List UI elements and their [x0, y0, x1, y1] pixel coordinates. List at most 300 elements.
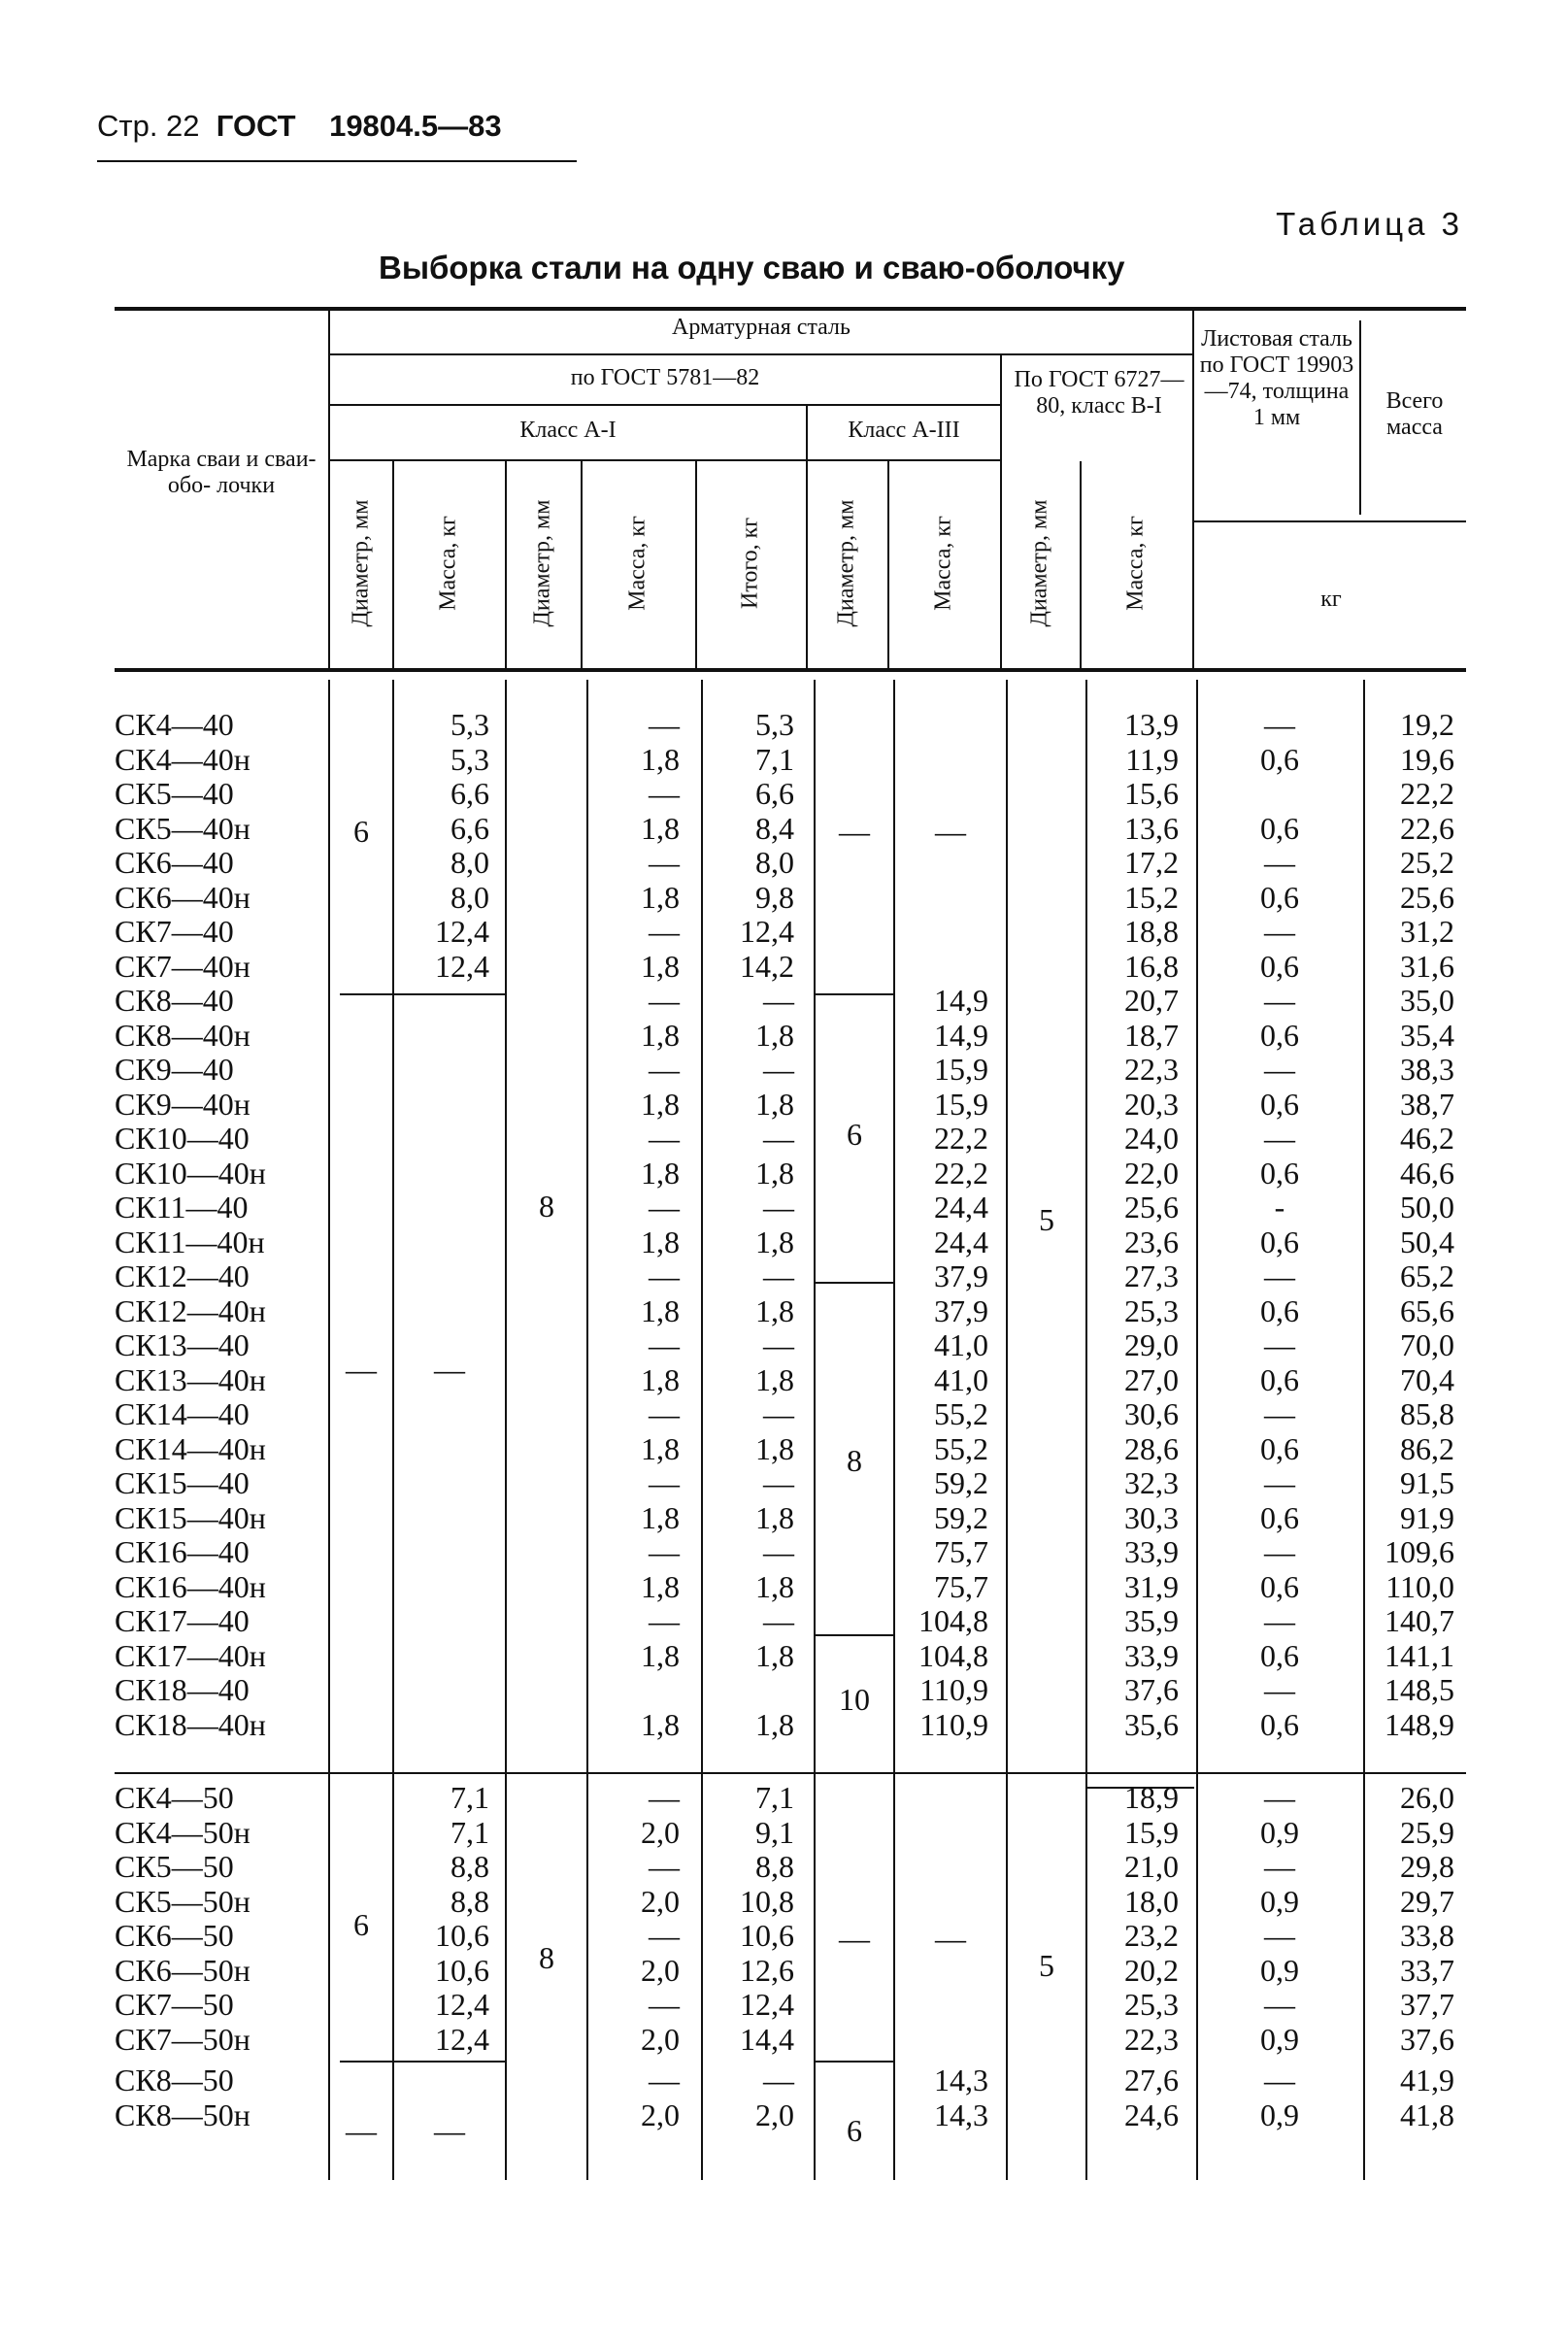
cell-mark: СК6—40 [115, 845, 234, 880]
cell-itogo: 5,3 [755, 707, 794, 742]
cell-itogo: — [763, 1258, 794, 1293]
cell-mark: СК17—40 [115, 1603, 250, 1638]
cell-total-mass: 19,6 [1400, 741, 1454, 777]
cell-a1-mass-2: 1,8 [641, 1499, 680, 1535]
cell-total-mass: 148,5 [1385, 1672, 1454, 1707]
cell-itogo: 1,8 [755, 1361, 794, 1397]
cell-a1-mass-1 [396, 1052, 489, 1087]
cell-b1-mass: 28,6 [1124, 1430, 1179, 1466]
cell-b1-mass: 15,9 [1124, 1814, 1179, 1850]
cell-a1-mass-1 [396, 1224, 489, 1259]
cell-b1-mass: 31,9 [1124, 1568, 1179, 1604]
b1-diameter-group: 5 [1039, 1202, 1054, 1237]
cell-sheet-steel: - [1274, 1190, 1285, 1224]
cell-a1-mass-2: — [649, 1121, 680, 1156]
a3-diameter-group: 8 [847, 1443, 862, 1478]
cell-a1-mass-2: 1,8 [641, 1568, 680, 1604]
header-vrule [806, 406, 808, 668]
cell-sheet-steel: — [1264, 845, 1295, 880]
cell-a1-mass-2: — [649, 1534, 680, 1569]
cell-a1-mass-1 [396, 1156, 489, 1191]
cell-sheet-steel: — [1264, 1465, 1295, 1500]
subheader-a1-mass-1: Масса, кг [435, 516, 461, 611]
cell-total-mass: 65,2 [1400, 1258, 1454, 1293]
cell-total-mass: 33,8 [1400, 1918, 1454, 1953]
cell-mark: СК18—40 [115, 1672, 250, 1707]
cell-itogo: 7,1 [755, 1780, 794, 1815]
cell-sheet-steel [1198, 776, 1361, 811]
cell-b1-mass: 30,6 [1124, 1396, 1179, 1431]
cell-a1-mass-2: — [649, 1780, 680, 1815]
section-rule [115, 1772, 1466, 1774]
cell-sheet-steel: — [1264, 1396, 1295, 1431]
cell-a1-mass-1 [396, 1431, 489, 1466]
cell-sheet-steel: — [1264, 2063, 1295, 2097]
cell-a1-mass-2: 1,8 [641, 948, 680, 984]
cell-a1-mass-2: — [649, 1190, 680, 1224]
cell-a1-mass-1: 10,6 [435, 1952, 489, 1988]
cell-a1-mass-1: 5,3 [450, 707, 489, 742]
cell-a3-mass [895, 914, 988, 949]
cell-mark: СК16—40 [115, 1534, 250, 1569]
cell-a3-mass [895, 707, 988, 742]
cell-a3-mass: 22,2 [934, 1121, 988, 1156]
cell-itogo: 1,8 [755, 1155, 794, 1191]
cell-a3-mass [895, 880, 988, 915]
cell-b1-mass: 15,6 [1124, 776, 1179, 811]
cell-itogo: — [763, 1465, 794, 1500]
cell-mark: СК7—40 [115, 914, 234, 949]
cell-b1-mass: 25,3 [1124, 1292, 1179, 1328]
b1-diameter-group: 5 [1039, 1948, 1054, 1983]
cell-a1-mass-2: 2,0 [641, 1814, 680, 1850]
header-bottom-rule [115, 668, 1466, 672]
cell-total-mass: 86,2 [1400, 1430, 1454, 1466]
cell-mark: СК15—40н [115, 1499, 266, 1535]
cell-a1-mass-1 [396, 2063, 489, 2097]
cell-a3-mass: 41,0 [934, 1361, 988, 1397]
cell-mark: СК18—40н [115, 1706, 266, 1742]
header-hrule [330, 459, 1000, 461]
cell-a1-mass-2: 1,8 [641, 1430, 680, 1466]
cell-total-mass: 31,6 [1400, 948, 1454, 984]
a1-mass-group: — [434, 2113, 465, 2148]
cell-b1-mass: 24,0 [1124, 1121, 1179, 1156]
cell-b1-mass: 21,0 [1124, 1849, 1179, 1884]
cell-a1-mass-1 [396, 1500, 489, 1535]
cell-mark: СК6—50 [115, 1918, 234, 1953]
cell-b1-mass: 37,6 [1124, 1672, 1179, 1707]
a1-diameter-group: — [346, 2113, 377, 2148]
cell-itogo: — [763, 983, 794, 1018]
cell-a3-mass: 41,0 [934, 1327, 988, 1362]
cell-b1-mass: 18,8 [1124, 914, 1179, 949]
cell-itogo: 10,6 [740, 1918, 794, 1953]
cell-b1-mass: 18,0 [1124, 1883, 1179, 1919]
cell-a3-mass: 24,4 [934, 1224, 988, 1259]
a3-mass-group: — [935, 814, 966, 849]
body-vrule [814, 680, 816, 2180]
cell-a3-mass [895, 1884, 988, 1919]
cell-a3-mass [895, 776, 988, 811]
cell-a3-mass: 14,3 [934, 2063, 988, 2097]
cell-a3-mass: 15,9 [934, 1052, 988, 1087]
cell-mark: СК11—40н [115, 1224, 265, 1259]
cell-mark: СК15—40 [115, 1465, 250, 1500]
cell-a1-mass-1 [396, 1603, 489, 1638]
subheader-a3-diameter: Диаметр, мм [833, 499, 859, 627]
cell-itogo: 1,8 [755, 1499, 794, 1535]
cell-a3-mass: 37,9 [934, 1292, 988, 1328]
cell-total-mass: 25,6 [1400, 879, 1454, 915]
cell-mark: СК4—50 [115, 1780, 234, 1815]
cell-sheet-steel: 0,6 [1260, 1499, 1299, 1535]
cell-a1-mass-1 [396, 1190, 489, 1224]
cell-a1-mass-2: — [649, 1849, 680, 1884]
cell-a1-mass-1 [396, 983, 489, 1018]
cell-mark: СК6—50н [115, 1952, 250, 1988]
cell-a1-mass-2 [588, 1672, 680, 1707]
subheader-b1-diameter: Диаметр, мм [1026, 499, 1052, 627]
cell-a1-mass-1 [396, 1396, 489, 1431]
cell-mark: СК4—50н [115, 1814, 250, 1850]
cell-sheet-steel: 0,6 [1260, 1637, 1299, 1673]
cell-a1-mass-2: 1,8 [641, 1224, 680, 1259]
cell-b1-mass: 27,6 [1124, 2063, 1179, 2097]
cell-total-mass: 35,0 [1400, 983, 1454, 1018]
cell-itogo: — [763, 2063, 794, 2097]
cell-a1-mass-2: 2,0 [641, 2021, 680, 2057]
cell-a1-mass-1 [396, 1293, 489, 1328]
cell-b1-mass: 23,2 [1124, 1918, 1179, 1953]
cell-total-mass: 141,1 [1385, 1637, 1454, 1673]
cell-itogo: 8,8 [755, 1849, 794, 1884]
cell-sheet-steel: 0,6 [1260, 1086, 1299, 1122]
a1-diameter-group: 6 [353, 814, 369, 849]
subheader-a1-diameter-1: Диаметр, мм [348, 499, 374, 627]
cell-itogo: 1,8 [755, 1224, 794, 1259]
standard-number: 19804.5—83 [329, 109, 502, 143]
a3-diameter-group: 10 [839, 1682, 870, 1717]
cell-b1-mass: 27,0 [1124, 1361, 1179, 1397]
cell-a3-mass: 104,8 [918, 1603, 988, 1638]
cell-total-mass: 46,6 [1400, 1155, 1454, 1191]
header-vrule [328, 309, 330, 668]
cell-itogo: 14,4 [740, 2021, 794, 2057]
cell-sheet-steel: 0,6 [1260, 741, 1299, 777]
cell-b1-mass: 33,9 [1124, 1637, 1179, 1673]
cell-sheet-steel: 0,6 [1260, 810, 1299, 846]
cell-mark: СК7—40н [115, 948, 250, 984]
cell-sheet-steel: 0,6 [1260, 879, 1299, 915]
cell-mark: СК10—40 [115, 1121, 250, 1156]
cell-total-mass: 50,4 [1400, 1224, 1454, 1259]
cell-a1-mass-2: 2,0 [641, 1952, 680, 1988]
cell-a1-mass-2: — [649, 1603, 680, 1638]
cell-sheet-steel: 0,6 [1260, 1361, 1299, 1397]
cell-mark: СК7—50н [115, 2021, 250, 2057]
a3-diameter-group: 6 [847, 2113, 862, 2148]
cell-b1-mass: 11,9 [1125, 741, 1179, 777]
cell-itogo: 1,8 [755, 1292, 794, 1328]
cell-total-mass: 37,6 [1400, 2021, 1454, 2057]
cell-a3-mass: 15,9 [934, 1086, 988, 1122]
header-vrule [695, 461, 697, 668]
cell-itogo: 7,1 [755, 741, 794, 777]
table-caption: Выборка стали на одну сваю и сваю-оболочку [379, 250, 1125, 285]
cell-itogo: — [763, 1190, 794, 1224]
cell-mark: СК8—40н [115, 1017, 250, 1053]
body-vrule [328, 680, 330, 2180]
cell-itogo: 8,4 [755, 810, 794, 846]
cell-b1-mass: 35,6 [1124, 1706, 1179, 1742]
cell-b1-mass: 17,2 [1124, 845, 1179, 880]
cell-total-mass: 91,5 [1400, 1465, 1454, 1500]
cell-b1-mass: 22,0 [1124, 1155, 1179, 1191]
cell-a1-mass-2: — [649, 1052, 680, 1087]
cell-total-mass: 26,0 [1400, 1780, 1454, 1815]
cell-sheet-steel: 0,9 [1260, 1883, 1299, 1919]
cell-b1-mass: 13,6 [1124, 810, 1179, 846]
cell-sheet-steel: 0,6 [1260, 1568, 1299, 1604]
body-vrule [505, 680, 507, 2180]
cell-b1-mass: 33,9 [1124, 1534, 1179, 1569]
cell-sheet-steel: — [1264, 1672, 1295, 1707]
cell-a3-mass: 55,2 [934, 1396, 988, 1431]
cell-total-mass: 41,8 [1400, 2097, 1454, 2132]
cell-a1-mass-1: 10,6 [435, 1918, 489, 1953]
cell-a3-mass: 110,9 [919, 1672, 988, 1707]
cell-a1-mass-2: — [649, 845, 680, 880]
cell-a1-mass-2: 1,8 [641, 1706, 680, 1742]
cell-a1-mass-2: — [649, 776, 680, 811]
a1-diameter-group: 6 [353, 1907, 369, 1942]
cell-a3-mass: 14,9 [934, 983, 988, 1018]
cell-a3-mass: 75,7 [934, 1534, 988, 1569]
cell-total-mass: 65,6 [1400, 1292, 1454, 1328]
cell-a1-mass-2: 1,8 [641, 1017, 680, 1053]
cell-total-mass: 31,2 [1400, 914, 1454, 949]
cell-a1-mass-2: — [649, 1465, 680, 1500]
cell-a1-mass-1: 6,6 [450, 776, 489, 811]
cell-mark: СК8—40 [115, 983, 234, 1018]
cell-a3-mass [895, 1849, 988, 1884]
cell-a1-mass-1 [396, 1465, 489, 1500]
cell-mark: СК5—40 [115, 776, 234, 811]
cell-b1-mass: 35,9 [1124, 1603, 1179, 1638]
cell-a1-mass-1 [396, 1258, 489, 1293]
cell-itogo: 1,8 [755, 1430, 794, 1466]
cell-a1-mass-1 [396, 1121, 489, 1156]
cell-mark: СК17—40н [115, 1637, 266, 1673]
header-vrule [392, 461, 394, 668]
cell-mark: СК14—40н [115, 1430, 266, 1466]
cell-sheet-steel: — [1264, 1327, 1295, 1362]
cell-a1-mass-2: — [649, 707, 680, 742]
cell-total-mass: 140,7 [1385, 1603, 1454, 1638]
cell-a1-mass-2: — [649, 914, 680, 949]
cell-itogo: 14,2 [740, 948, 794, 984]
cell-mark: СК5—50н [115, 1883, 250, 1919]
group-rule [816, 1634, 893, 1636]
cell-a3-mass [895, 1815, 988, 1850]
column-header-class-a1: Класс А-I [519, 418, 617, 443]
cell-total-mass: 22,2 [1400, 776, 1454, 811]
subheader-itogo: Итого, кг [737, 517, 763, 610]
cell-total-mass: 70,4 [1400, 1361, 1454, 1397]
cell-a3-mass: 59,2 [934, 1465, 988, 1500]
cell-a1-mass-2: — [649, 1327, 680, 1362]
cell-a3-mass: 14,9 [934, 1017, 988, 1053]
a1-diameter2-group: 8 [539, 1940, 554, 1975]
cell-a3-mass: 22,2 [934, 1155, 988, 1191]
header-hrule [330, 404, 1000, 406]
cell-a3-mass [895, 1780, 988, 1815]
a3-diameter-group: — [839, 814, 870, 849]
cell-sheet-steel: — [1264, 1849, 1295, 1884]
cell-itogo: 1,8 [755, 1568, 794, 1604]
cell-b1-mass: 22,3 [1124, 2021, 1179, 2057]
subheader-a1-mass-2: Масса, кг [624, 516, 651, 611]
cell-mark: СК8—50н [115, 2097, 250, 2132]
cell-itogo: 1,8 [755, 1017, 794, 1053]
cell-sheet-steel: 0,6 [1260, 948, 1299, 984]
cell-total-mass: 38,7 [1400, 1086, 1454, 1122]
cell-a1-mass-1: 8,8 [450, 1883, 489, 1919]
cell-sheet-steel: 0,6 [1260, 1017, 1299, 1053]
cell-a1-mass-2: 1,8 [641, 1292, 680, 1328]
group-rule [816, 993, 893, 995]
cell-sheet-steel: 0,9 [1260, 2021, 1299, 2057]
cell-total-mass: 50,0 [1400, 1190, 1454, 1224]
header-vrule [1192, 309, 1194, 668]
body-vrule [392, 680, 394, 2180]
table-top-rule [115, 307, 1466, 311]
cell-mark: СК8—50 [115, 2063, 234, 2097]
cell-a1-mass-1 [396, 1672, 489, 1707]
cell-itogo: 6,6 [755, 776, 794, 811]
cell-a1-mass-1: 6,6 [450, 810, 489, 846]
a3-mass-group: — [935, 1921, 966, 1956]
cell-itogo: 12,4 [740, 914, 794, 949]
cell-sheet-steel: — [1264, 1258, 1295, 1293]
cell-b1-mass: 29,0 [1124, 1327, 1179, 1362]
cell-itogo: 12,6 [740, 1952, 794, 1988]
cell-mark: СК13—40н [115, 1361, 266, 1397]
cell-mark: СК4—40 [115, 707, 234, 742]
cell-sheet-steel: — [1264, 1534, 1295, 1569]
cell-b1-mass: 25,3 [1124, 1987, 1179, 2022]
cell-b1-mass: 23,6 [1124, 1224, 1179, 1259]
cell-itogo: — [763, 1396, 794, 1431]
cell-sheet-steel: — [1264, 707, 1295, 742]
cell-total-mass: 109,6 [1385, 1534, 1454, 1569]
cell-a1-mass-2: 1,8 [641, 1155, 680, 1191]
cell-a1-mass-2: 1,8 [641, 1086, 680, 1122]
column-header-units-kg: кг [1320, 587, 1342, 612]
column-header-gost6727: По ГОСТ 6727—80, класс В-I [1014, 367, 1184, 419]
cell-total-mass: 35,4 [1400, 1017, 1454, 1053]
cell-total-mass: 46,2 [1400, 1121, 1454, 1156]
cell-mark: СК13—40 [115, 1327, 250, 1362]
cell-sheet-steel: 0,9 [1260, 1952, 1299, 1988]
cell-itogo: — [763, 1121, 794, 1156]
page-number: Стр. 22 [97, 109, 200, 143]
cell-b1-mass: 25,6 [1124, 1190, 1179, 1224]
cell-a1-mass-2: 1,8 [641, 1637, 680, 1673]
cell-a1-mass-1 [396, 1638, 489, 1673]
a3-diameter-group: 6 [847, 1117, 862, 1152]
subheader-a1-diameter-2: Диаметр, мм [529, 499, 555, 627]
cell-mark: СК16—40н [115, 1568, 266, 1604]
cell-a1-mass-2: 2,0 [641, 1883, 680, 1919]
cell-sheet-steel: 0,9 [1260, 1814, 1299, 1850]
cell-itogo: 1,8 [755, 1086, 794, 1122]
table-number: Таблица 3 [1276, 206, 1463, 242]
cell-sheet-steel: — [1264, 983, 1295, 1018]
cell-a1-mass-2: 2,0 [641, 2097, 680, 2132]
cell-a3-mass [895, 742, 988, 777]
cell-sheet-steel: — [1264, 1121, 1295, 1156]
cell-a3-mass [895, 845, 988, 880]
cell-sheet-steel: 0,6 [1260, 1706, 1299, 1742]
cell-a1-mass-1: 12,4 [435, 914, 489, 949]
cell-a3-mass: 110,9 [919, 1706, 988, 1742]
cell-a1-mass-1 [396, 1087, 489, 1122]
cell-total-mass: 85,8 [1400, 1396, 1454, 1431]
column-header-sheet-steel: Листовая сталь по ГОСТ 19903—74, толщина 1 мм [1199, 326, 1354, 430]
cell-b1-mass: 15,2 [1124, 879, 1179, 915]
cell-total-mass: 70,0 [1400, 1327, 1454, 1362]
cell-total-mass: 41,9 [1400, 2063, 1454, 2097]
page-header [97, 109, 502, 144]
cell-b1-mass: 20,7 [1124, 983, 1179, 1018]
column-header-reinf-steel: Арматурная сталь [672, 315, 851, 340]
column-header-class-a3: Класс А-III [848, 418, 960, 443]
cell-a3-mass: 75,7 [934, 1568, 988, 1604]
cell-total-mass: 25,9 [1400, 1814, 1454, 1850]
cell-total-mass: 25,2 [1400, 845, 1454, 880]
cell-a1-mass-1: 12,4 [435, 1987, 489, 2022]
cell-itogo: — [763, 1327, 794, 1362]
cell-sheet-steel: — [1264, 1603, 1295, 1638]
cell-a1-mass-2: — [649, 1987, 680, 2022]
cell-b1-mass: 30,3 [1124, 1499, 1179, 1535]
cell-a1-mass-2: — [649, 1396, 680, 1431]
cell-total-mass: 22,6 [1400, 810, 1454, 846]
cell-a3-mass: 37,9 [934, 1258, 988, 1293]
cell-b1-mass: 22,3 [1124, 1052, 1179, 1087]
cell-a1-mass-1: 8,0 [450, 879, 489, 915]
cell-a1-mass-1 [396, 1018, 489, 1053]
cell-mark: СК11—40 [115, 1190, 249, 1224]
standard-label: ГОСТ [216, 109, 296, 143]
cell-mark: СК12—40н [115, 1292, 266, 1328]
header-hrule [330, 353, 1192, 355]
cell-sheet-steel: — [1264, 1918, 1295, 1953]
cell-mark: СК7—50 [115, 1987, 234, 2022]
cell-sheet-steel: — [1264, 1052, 1295, 1087]
cell-a1-mass-1: 8,8 [450, 1849, 489, 1884]
cell-sheet-steel: 0,9 [1260, 2097, 1299, 2132]
cell-a1-mass-1: 8,0 [450, 845, 489, 880]
cell-a1-mass-2: — [649, 1918, 680, 1953]
cell-mark: СК9—40н [115, 1086, 250, 1122]
a1-diameter2-group: 8 [539, 1189, 554, 1224]
cell-sheet-steel: — [1264, 914, 1295, 949]
cell-mark: СК12—40 [115, 1258, 250, 1293]
header-hrule [1194, 520, 1466, 522]
